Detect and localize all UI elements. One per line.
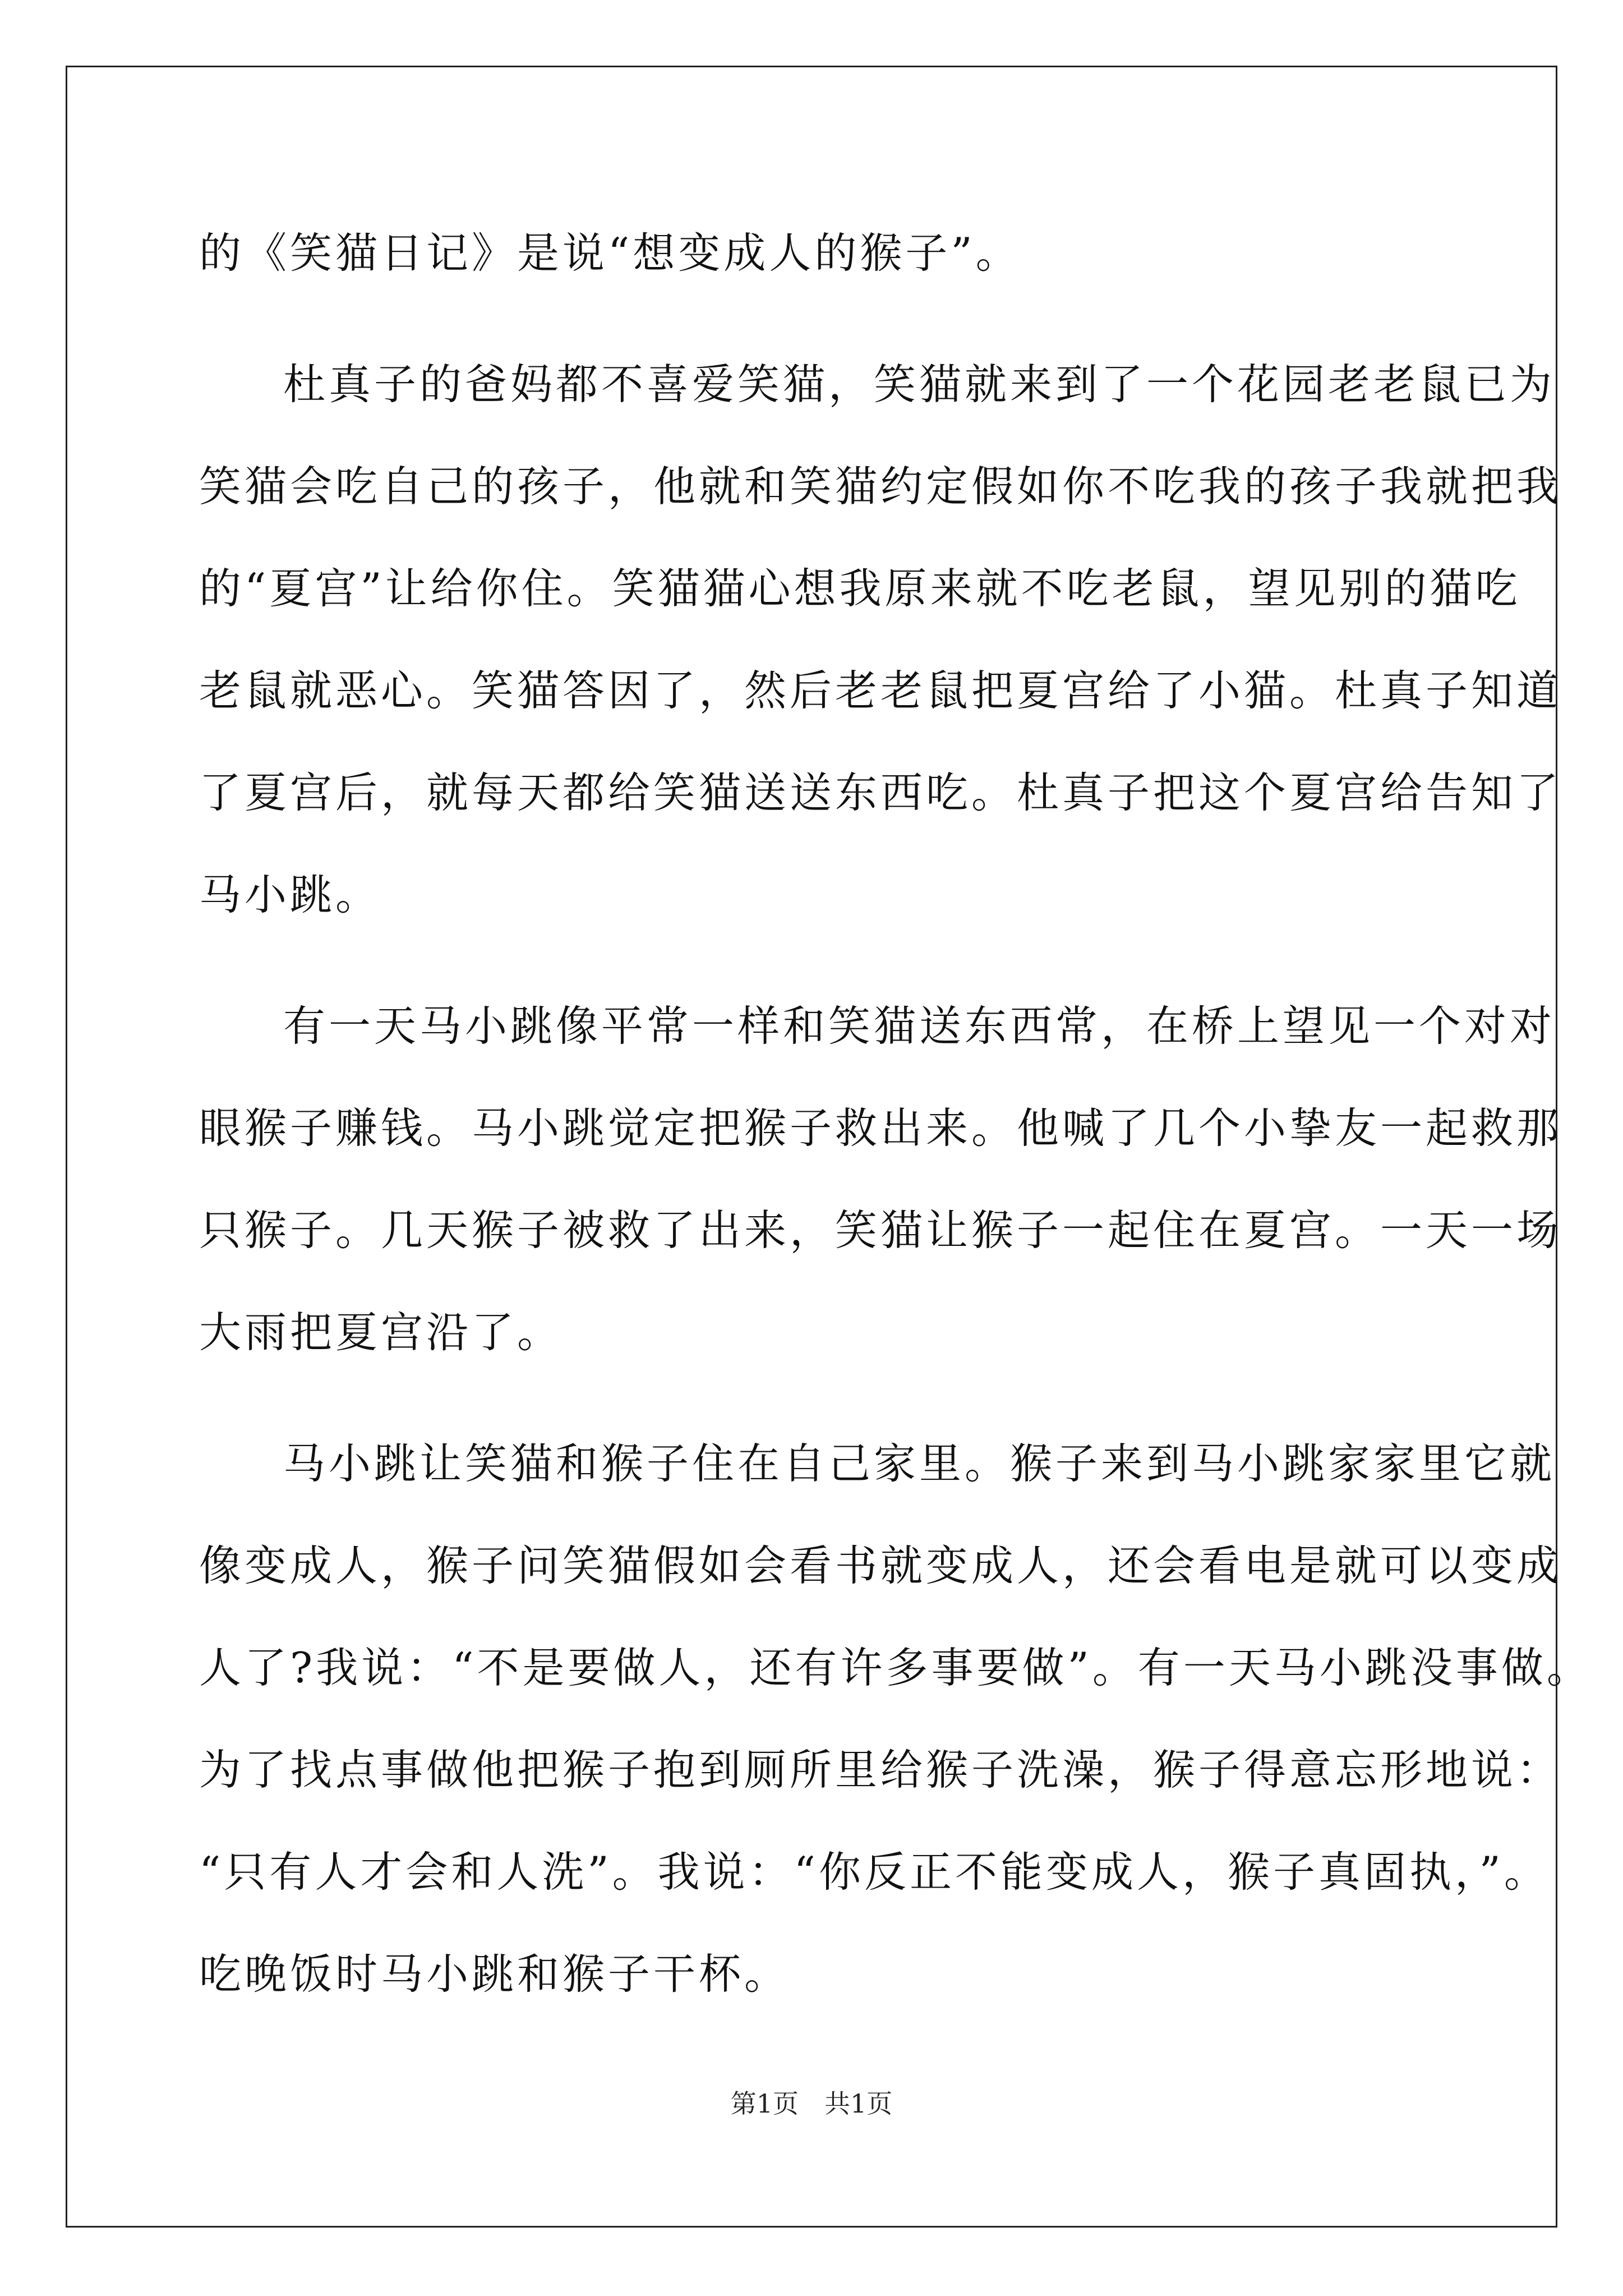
text-line: 大雨把夏宫沿了。	[199, 1308, 563, 1357]
paragraph	[199, 333, 1562, 946]
text-line: 了夏宫后，就每天都给笑猫送送东西吃。杜真子把这个夏宫给告知了	[199, 768, 1562, 817]
document-body	[199, 202, 1592, 2025]
text-line: 的“夏宫”让给你住。笑猫猫心想我原来就不吃老鼠，望见别的猫吃	[199, 564, 1521, 613]
paragraph	[199, 975, 1562, 1383]
page-number: 第1页 共1页	[730, 2088, 893, 2119]
text-line: 只猴子。几天猴子被救了出来，笑猫让猴子一起住在夏宫。一天一场	[199, 1205, 1562, 1255]
text-line: 杜真子的爸妈都不喜爱笑猫，笑猫就来到了一个花园老老鼠已为	[283, 360, 1556, 409]
text-line: 像变成人，猴子问笑猫假如会看书就变成人，还会看电是就可以变成	[199, 1541, 1562, 1590]
text-line: 马小跳。	[199, 870, 381, 919]
text-line: 为了找点事做他把猴子抱到厕所里给猴子洗澡，猴子得意忘形地说：	[199, 1745, 1562, 1795]
paragraph	[199, 1412, 1592, 2025]
text-line: 的《笑猫日记》是说“想变成人的猴子”。	[199, 228, 1021, 278]
text-line: 马小跳让笑猫和猴子住在自己家里。猴子来到马小跳家家里它就	[283, 1439, 1556, 1488]
text-line: 老鼠就恶心。笑猫答因了，然后老老鼠把夏宫给了小猫。杜真子知道	[199, 666, 1562, 715]
text-line: 有一天马小跳像平常一样和笑猫送东西常，在桥上望见一个对对	[283, 1001, 1556, 1051]
text-line: 吃晚饭时马小跳和猴子干杯。	[199, 1949, 790, 1999]
text-line: 笑猫会吃自己的孩子，他就和笑猫约定假如你不吃我的孩子我就把我	[199, 462, 1562, 511]
text-line: “只有人才会和人洗”。我说：“你反正不能变成人，猴子真固执，”。	[199, 1847, 1550, 1897]
text-line: 人了?我说：“不是要做人，还有许多事要做”。有一天马小跳没事做。	[199, 1643, 1592, 1692]
text-line: 眼猴子赚钱。马小跳觉定把猴子救出来。他喊了几个小挚友一起救那	[199, 1103, 1562, 1153]
paragraph	[199, 202, 1489, 304]
